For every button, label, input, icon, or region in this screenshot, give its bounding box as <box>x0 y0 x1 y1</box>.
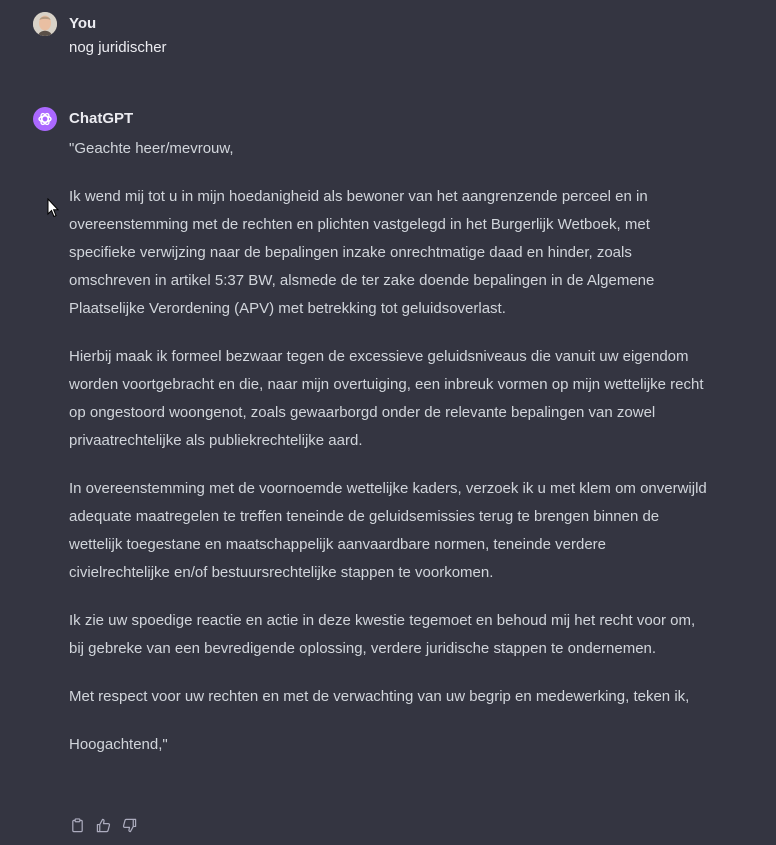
copy-button[interactable] <box>69 817 86 834</box>
user-photo-icon <box>33 12 57 36</box>
mouse-cursor-icon <box>47 198 59 218</box>
openai-logo-icon <box>37 111 53 127</box>
assistant-message-body <box>69 135 709 779</box>
assistant-paragraph: Hoogachtend," <box>69 736 168 753</box>
like-button[interactable] <box>95 817 112 834</box>
thumbs-up-icon <box>96 818 111 833</box>
assistant-paragraph: Met respect voor uw rechten en met de verwachting van uw begrip en medewerking, teken ik, <box>69 688 690 705</box>
chatgpt-avatar <box>33 107 57 131</box>
assistant-author-name: ChatGPT <box>69 110 134 127</box>
clipboard-icon <box>70 818 85 833</box>
assistant-paragraph: "Geachte heer/mevrouw, <box>69 140 234 157</box>
user-avatar <box>33 12 57 36</box>
thumbs-down-icon <box>122 818 137 833</box>
dislike-button[interactable] <box>121 817 138 834</box>
message-actions <box>69 817 138 834</box>
assistant-paragraph: Ik wend mij tot u in mijn hoedanigheid als bewoner van het aangrenzende perceel en in overeenstemming met de rechten en plichten vastgelegd in het Burgerlijk Wetboek, met specifieke verwijzing naar de bepalingen inzake onrechtmatige daad en hinder, zoals omschreven in artikel 5:37 BW, alsmede de ter zake doende bepalingen in de Algemene Plaatselijke Verordening (APV) met betrekking tot geluidsoverlast. <box>69 188 655 317</box>
assistant-paragraph: Ik zie uw spoedige reactie en actie in deze kwestie tegemoet en behoud mij het recht voor om, bij gebreke van een bevredigende oplossing, verdere juridische stappen te ondernemen. <box>69 612 696 657</box>
user-message-text: nog juridischer <box>69 39 167 56</box>
assistant-paragraph: In overeenstemming met de voornoemde wettelijke kaders, verzoek ik u met klem om onverwijld adequate maatregelen te treffen teneinde de geluidsemissies terug te brengen binnen de wettelijk toegestane en maatschappelijk aanvaardbare normen, teneinde verdere civielrechtelijke en/of bestuursrechtelijke stappen te voorkomen. <box>69 480 707 581</box>
assistant-paragraph: Hierbij maak ik formeel bezwaar tegen de excessieve geluidsniveaus die vanuit uw eigendom worden voortgebracht en die, naar mijn overtuiging, een inbreuk vormen op mijn wettelijke recht op ongestoord woongenot, zoals gewaarborgd onder de relevante bepalingen van zowel privaatrechtelijke als publiekrechtelijke aard. <box>69 348 704 449</box>
user-author-name: You <box>69 15 97 32</box>
